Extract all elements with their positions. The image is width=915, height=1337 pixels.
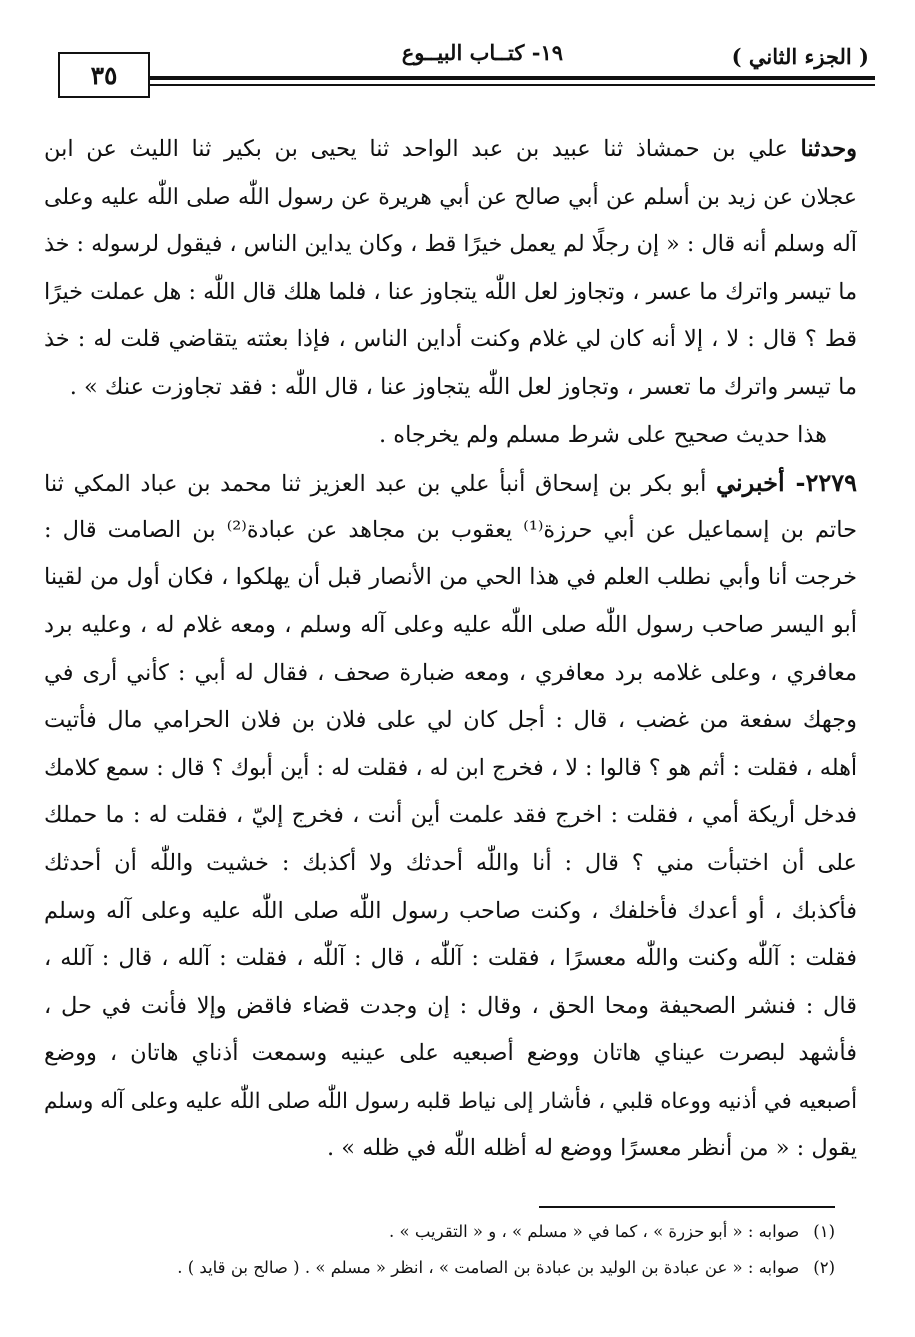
line-text: قط ؟ قال : لا ، إلا أنه كان لي غلام وكنت أداين الناس ، فإذا بعثته يتقاضي قلت له : خذ: [44, 326, 857, 353]
text-line: [44, 507, 857, 555]
line-text: فقلت : آللّٰه وكنت واللّٰه معسرًا ، فقلت : آللّٰه ، قال : آللّٰه ، فقلت : آلله ، قال : آلله ،: [44, 945, 857, 972]
volume-label: ( الجزء الثاني ): [731, 44, 869, 69]
footnote-text: صوابه : « أبو حزرة » ، كما في « مسلم » ، و « التقريب » .: [389, 1222, 800, 1241]
footnote-2: [60, 1250, 835, 1286]
line-text: أبو بكر بن إسحاق أنبأ علي بن عبد العزيز ثنا محمد بن عباد المكي ثنا: [44, 471, 716, 498]
text-line: [44, 745, 857, 793]
text-line: [44, 650, 857, 698]
line-text: على أن اختبأت مني ؟ قال : أنا واللّٰه أحدثك ولا أكذبك : خشيت واللّٰه أن أحدثك: [44, 849, 857, 876]
text-line: [44, 602, 857, 650]
text-line: [44, 316, 857, 364]
text-line: [44, 364, 857, 412]
line-text: فأشهد لبصرت عيناي هاتان ووضع أصبعيه على عينيه وسمعت أذناي هاتان ، ووضع: [44, 1040, 857, 1067]
line-text: أهله ، فقلت : أثم هو ؟ قالوا : لا ، فخرج ابن له ، فقلت له : أين أبوك ؟ قال : سمع كلامك: [44, 754, 857, 781]
line-text: قال : فنشر الصحيفة ومحا الحق ، وقال : إن وجدت قضاء فاقض وإلا فأنت في حل ،: [44, 992, 857, 1019]
text-line: [44, 935, 857, 983]
line-text: فأكذبك ، أو أعدك فأخلفك ، وكنت صاحب رسول اللّٰه صلى اللّٰه عليه وعلى آله وسلم: [44, 897, 857, 924]
header-rule-thin: [150, 84, 875, 86]
line-text: أصبعيه في أذنيه ووعاه قلبي ، فأشار إلى نياط قلبه رسول اللّٰه صلى اللّٰه عليه وعلى آله وسلم: [44, 1088, 857, 1114]
line-text: يقول : « من أنظر معسرًا ووضع له أظله اللّٰه في ظله » .: [326, 1135, 857, 1162]
main-text: [44, 126, 857, 1173]
page-number: ٣٥: [58, 52, 150, 98]
text-line: [44, 840, 857, 888]
line-text: علي بن حمشاذ ثنا عبيد بن عبد الواحد ثنا يحيى بن بكير ثنا الليث عن ابن: [44, 136, 801, 162]
hadith-start-line: [44, 459, 857, 507]
text-line: [44, 221, 857, 269]
line-text: هذا حديث صحيح على شرط مسلم ولم يخرجاه .: [378, 421, 827, 448]
text-line: [44, 792, 857, 840]
footnote-1: [60, 1214, 835, 1250]
text-line: [44, 697, 857, 745]
footnotes: [60, 1214, 835, 1286]
footnote-number: (٢): [813, 1258, 835, 1277]
chapter-title: ١٩- كتــاب البيــوع: [401, 40, 563, 65]
line-text: حاتم بن إسماعيل عن أبي حرزة⁽¹⁾ يعقوب بن مجاهد عن عبادة⁽²⁾ بن الصامت قال :: [44, 516, 857, 543]
text-line: [44, 888, 857, 936]
line-text: وجهك سفعة من غضب ، قال : أجل كان لي على فلان بن فلان الحرامي مال فأتيت: [44, 707, 857, 734]
line-text: خرجت أنا وأبي نطلب العلم في هذا الحي من الأنصار قبل أن يهلكوا ، فكان أول من لقينا: [44, 564, 857, 591]
page-header: [44, 40, 875, 96]
footnote-number: (١): [813, 1222, 835, 1241]
text-line: [44, 1078, 857, 1126]
text-line: [44, 269, 857, 317]
text-line: [44, 174, 857, 222]
text-line: [44, 1125, 857, 1173]
footnote-text: صوابه : « عن عبادة بن الوليد بن عبادة بن الصامت » ، انظر « مسلم » . ( صالح بن قايد ) .: [177, 1258, 800, 1277]
footnote-separator: [539, 1206, 835, 1208]
text-line: [44, 983, 857, 1031]
line-text: ما تيسر واترك ما عسر ، وتجاوز لعل اللّٰه يتجاوز عنا ، فلما هلك قال اللّٰه : هل عملت خيرًا: [44, 278, 857, 305]
text-line: [44, 126, 857, 174]
line-text: آله وسلم أنه قال : « إن رجلًا لم يعمل خيرًا قط ، وكان يداين الناس ، فيقول لرسوله : خذ: [44, 231, 857, 258]
text-line: [44, 1030, 857, 1078]
line-text: ما تيسر واترك ما تعسر ، وتجاوز لعل اللّٰه يتجاوز عنا ، قال اللّٰه : فقد تجاوزت عنك » .: [69, 373, 857, 400]
line-text: أبو اليسر صاحب رسول اللّٰه صلى اللّٰه عليه وعلى آله وسلم ، ومعه غلام له ، وعليه برد: [44, 611, 857, 638]
line-text: عجلان عن زيد بن أسلم عن أبي صالح عن أبي هريرة عن رسول اللّٰه صلى اللّٰه عليه وعلى: [44, 184, 857, 210]
narration-lead: وحدثنا: [800, 136, 857, 162]
verdict-line: [44, 412, 857, 460]
hadith-number: ٢٢٧٩- أخبرني: [715, 468, 857, 498]
header-rule-thick: [150, 76, 875, 80]
text-line: [44, 554, 857, 602]
line-text: فدخل أريكة أمي ، فقلت : اخرج فقد علمت أين أنت ، فخرج إليّ ، فقلت له : ما حملك: [44, 802, 857, 829]
line-text: معافري ، وعلى غلامه برد معافري ، ومعه ضبارة صحف ، فقال له أبي : كأني أرى في: [44, 659, 857, 686]
